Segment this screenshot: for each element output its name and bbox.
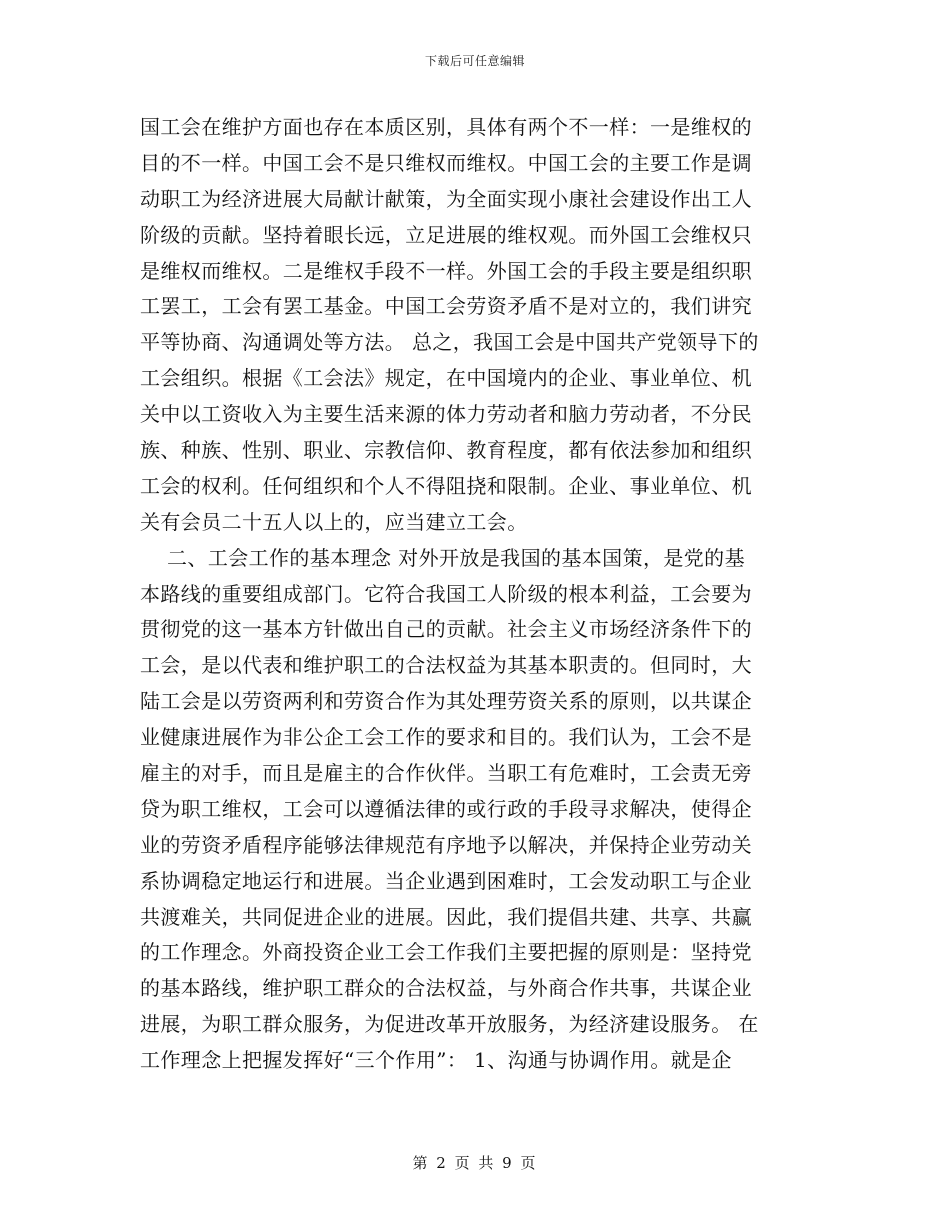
text-line: 业的劳资矛盾程序能够法律规范有序地予以解决，并保持企业劳动关	[140, 832, 752, 857]
text-line: 阶级的贡献。坚持着眼长远，立足进展的维权观。而外国工会维权只	[140, 222, 752, 247]
text-line: 工会，是以代表和维护职工的合法权益为其基本职责的。但同时，大	[140, 653, 752, 678]
text-line: 目的不一样。中国工会不是只维权而维权。中国工会的主要工作是调	[140, 150, 752, 175]
text-line: 贷为职工维权，工会可以遵循法律的或行政的手段寻求解决，使得企	[140, 796, 752, 821]
text-line: 本路线的重要组成部门。它符合我国工人阶级的根本利益，工会要为	[140, 581, 752, 606]
text-line: 共渡难关，共同促进企业的进展。因此，我们提倡共建、共享、共赢	[140, 904, 752, 929]
text-line: 国工会在维护方面也存在本质区别，具体有两个不一样：一是维权的	[140, 115, 752, 139]
text-line: 的工作理念。外商投资企业工会工作我们主要把握的原则是：坚持党	[140, 940, 752, 965]
text-line: 动职工为经济进展大局献计献策，为全面实现小康社会建设作出工人	[140, 186, 752, 211]
text-line: 工罢工，工会有罢工基金。中国工会劳资矛盾不是对立的，我们讲究	[140, 294, 752, 319]
text-line: 二、工会工作的基本理念 对外开放是我国的基本国策，是党的基	[140, 545, 745, 570]
text-line: 贯彻党的这一基本方针做出自己的贡献。社会主义市场经济条件下的	[140, 617, 752, 642]
text-line: 是维权而维权。二是维权手段不一样。外国工会的手段主要是组织职	[140, 258, 752, 283]
page-number: 第 2 页 共 9 页	[412, 1154, 538, 1172]
text-line: 业健康进展作为非公企工会工作的要求和目的。我们认为，工会不是	[140, 725, 752, 750]
text-line: 雇主的对手，而且是雇主的合作伙伴。当职工有危难时，工会责无旁	[140, 761, 752, 786]
text-line: 陆工会是以劳资两利和劳资合作为其处理劳资关系的原则，以共谋企	[140, 689, 752, 714]
text-line: 进展，为职工群众服务，为促进改革开放服务，为经济建设服务。 在	[140, 1012, 759, 1037]
document-body	[140, 110, 810, 1079]
text-line: 工作理念上把握发挥好“三个作用”： 1、沟通与协调作用。就是企	[140, 1048, 732, 1073]
text-line: 工会的权利。任何组织和个人不得阻挠和限制。企业、事业单位、机	[140, 473, 752, 498]
text-line: 关中以工资收入为主要生活来源的体力劳动者和脑力劳动者，不分民	[140, 402, 752, 427]
text-line: 关有会员二十五人以上的，应当建立工会。	[140, 509, 528, 534]
text-line: 工会组织。根据《工会法》规定，在中国境内的企业、事业单位、机	[140, 366, 752, 391]
text-line: 族、种族、性别、职业、宗教信仰、教育程度，都有依法参加和组织	[140, 438, 752, 463]
text-line: 平等协商、沟通调处等方法。 总之，我国工会是中国共产党领导下的	[140, 330, 759, 355]
text-line: 的基本路线，维护职工群众的合法权益，与外商合作共事，共谋企业	[140, 976, 752, 1001]
page-header: 下载后可任意编辑	[424, 54, 525, 68]
text-line: 系协调稳定地运行和进展。当企业遇到困难时，工会发动职工与企业	[140, 868, 752, 893]
